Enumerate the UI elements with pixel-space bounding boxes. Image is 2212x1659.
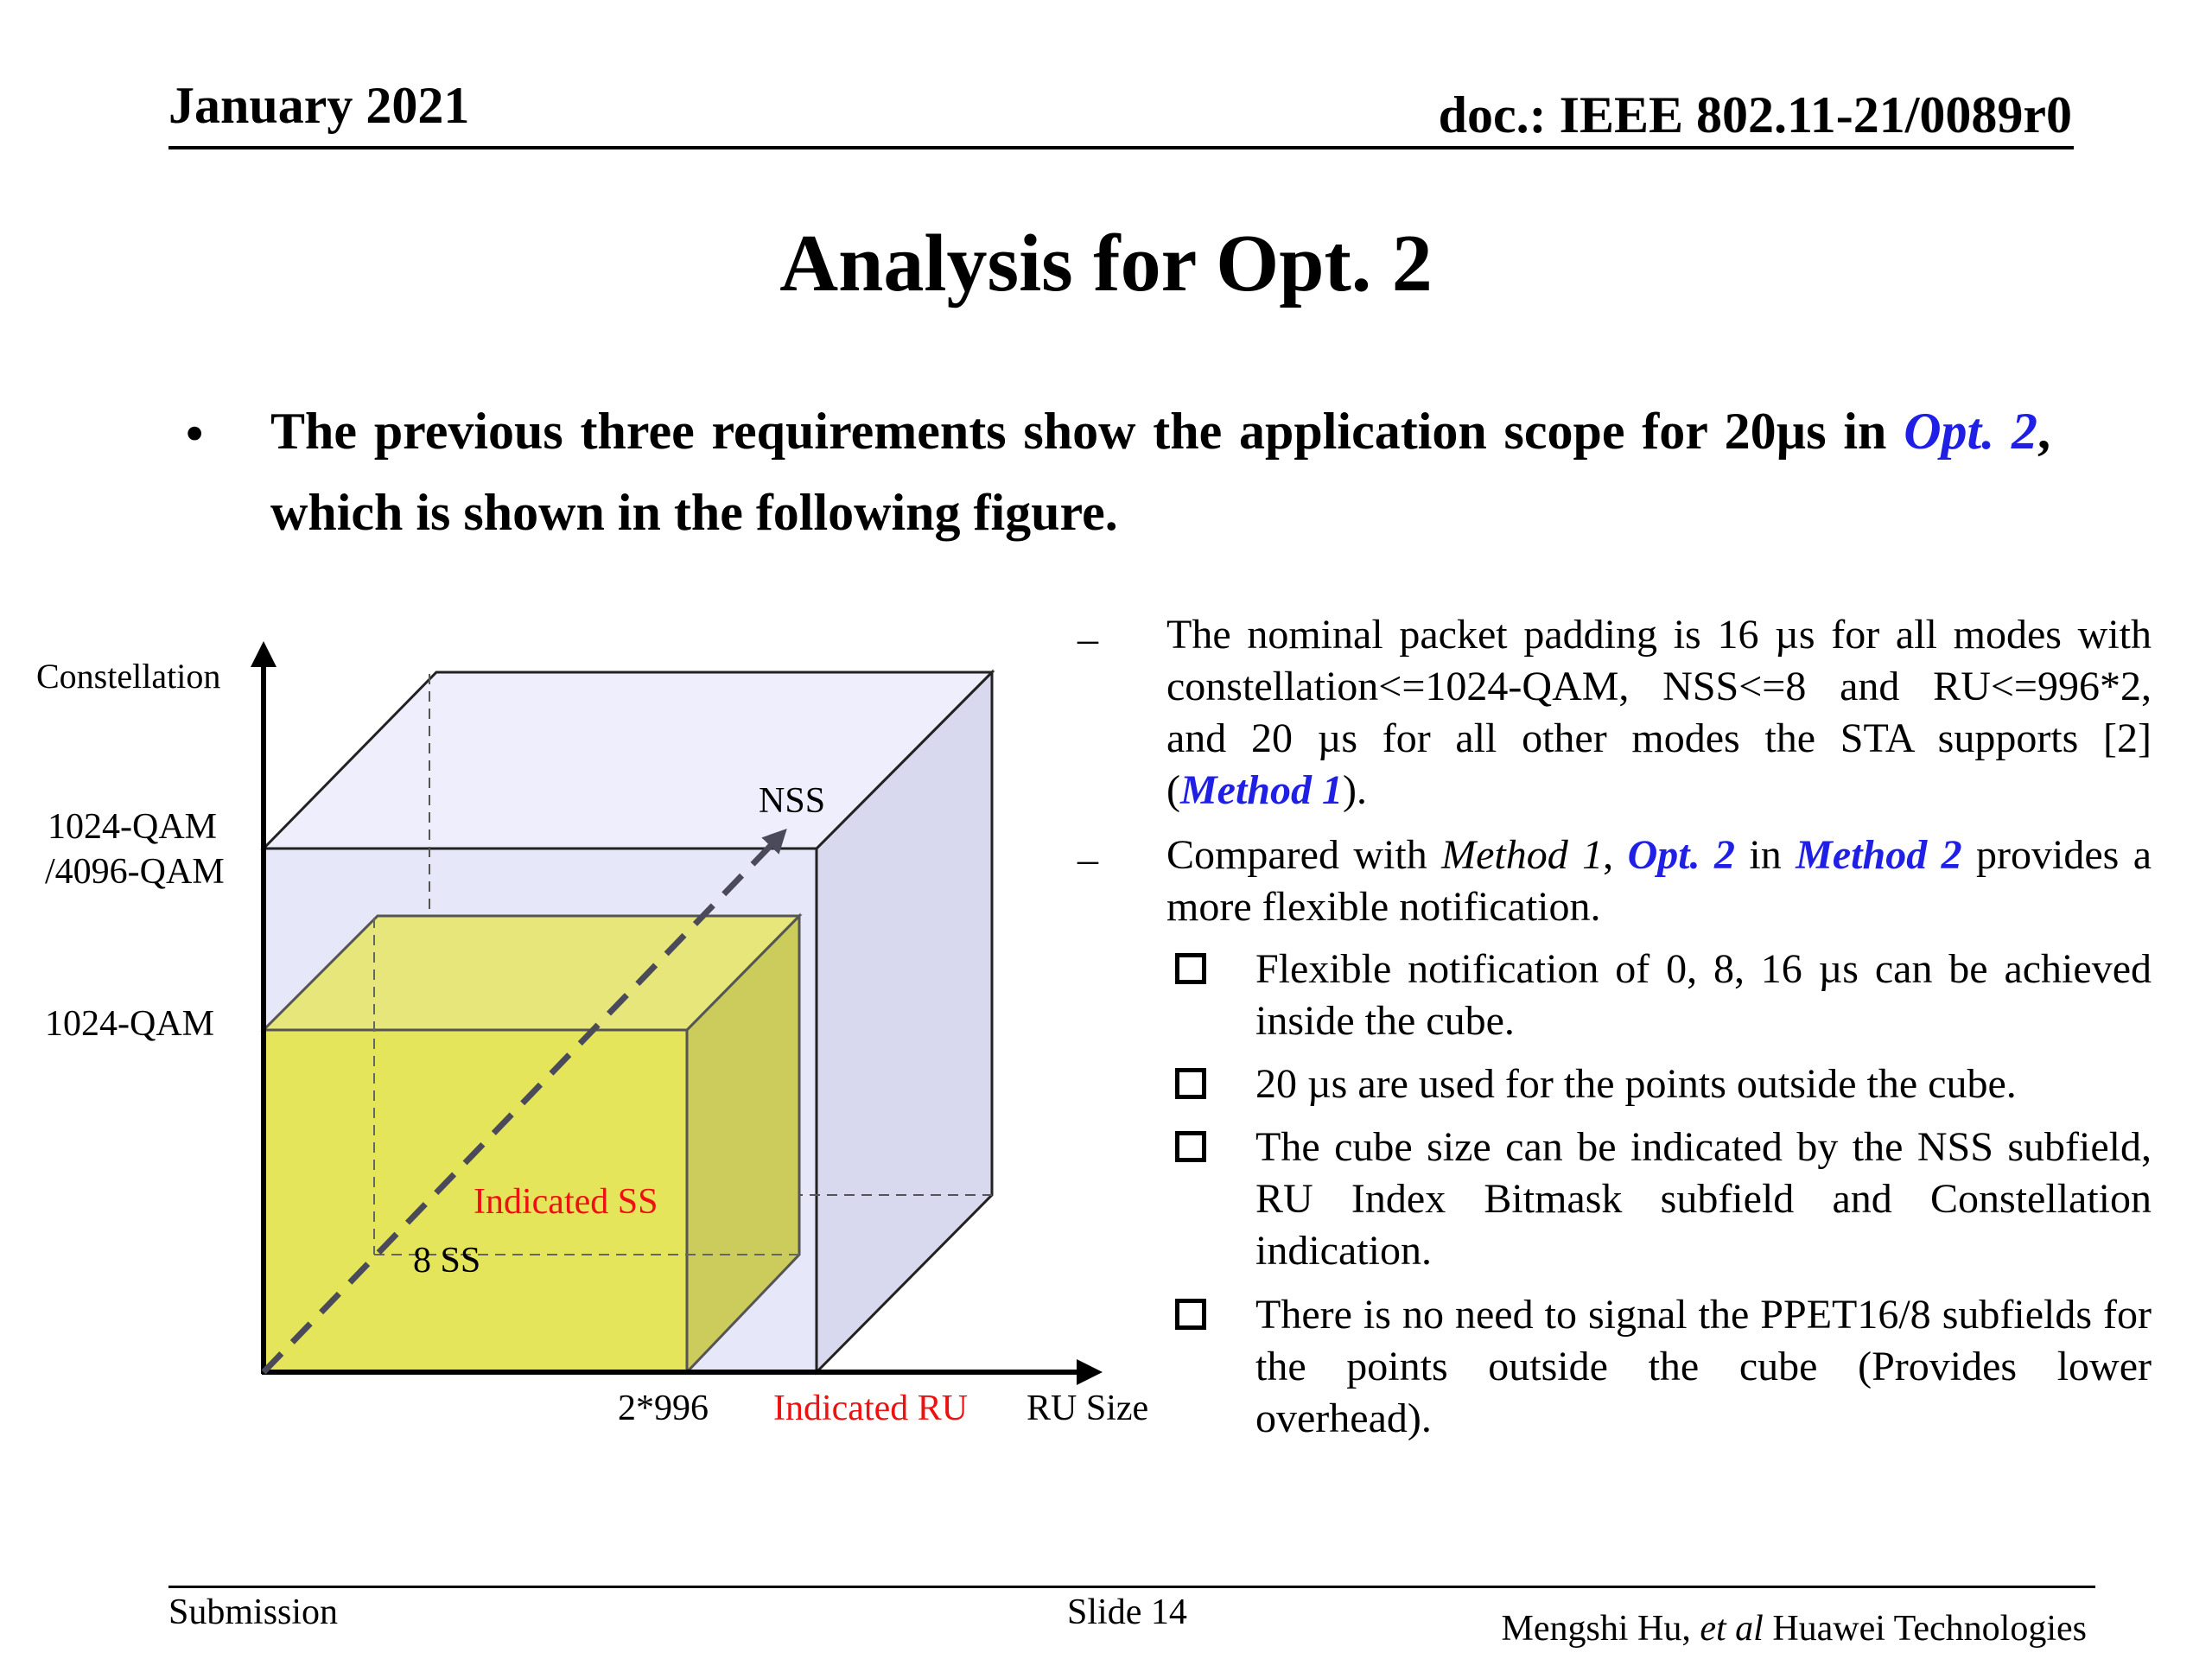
header-doc-id: doc.: IEEE 802.11-21/0089r0 bbox=[1438, 86, 2072, 143]
footer-org: Huawei Technologies bbox=[1763, 1609, 2087, 1649]
footer-author bbox=[1501, 1609, 2087, 1649]
box-item-3: The cube size can be indicated by the NSS subfield, RU Index Bitmask subfield and Constellation indication. bbox=[1255, 1124, 2152, 1274]
checkbox-square-icon bbox=[1175, 1131, 1206, 1162]
main-bullet-part-2: , which is shown in the following figure. bbox=[270, 403, 2051, 541]
footer-rule bbox=[168, 1586, 2095, 1588]
sub-bullet-2-text: Compared with bbox=[1166, 832, 1442, 878]
sub-bullet-2-in: in bbox=[1735, 832, 1796, 878]
main-bullet-text bbox=[270, 391, 2050, 553]
y-axis-label: Constellation bbox=[36, 657, 221, 696]
footer-slide-number: Slide 14 bbox=[1067, 1592, 1187, 1632]
opt2-highlight-2: Opt. 2 bbox=[1627, 832, 1735, 878]
x-tick-label-2x996: 2*996 bbox=[618, 1389, 709, 1428]
x-tick-label-indicated-ru: Indicated RU bbox=[773, 1389, 969, 1428]
sub-bullet-1 bbox=[1166, 609, 2152, 817]
y-tick-label-top-1: 1024-QAM bbox=[48, 807, 217, 847]
sub-bullet-dash-1: – bbox=[1077, 616, 1098, 662]
y-tick-label-mid: 1024-QAM bbox=[45, 1004, 214, 1044]
checkbox-square-icon bbox=[1175, 1068, 1206, 1099]
box-item-4: There is no need to signal the PPET16/8 subfields for the points outside the cube (Provides lower overhead). bbox=[1255, 1292, 2152, 1441]
footer-author-name: Mengshi Hu, bbox=[1501, 1609, 1691, 1649]
sub-bullet-dash-2: – bbox=[1077, 836, 1098, 882]
sub-bullet-2-end: provides a more flexible notification. bbox=[1166, 832, 2152, 930]
sub-bullet-2-comma: , bbox=[1603, 832, 1628, 878]
indicated-ss-label: Indicated SS bbox=[474, 1182, 658, 1222]
header-rule bbox=[168, 146, 2074, 149]
cube-figure bbox=[0, 605, 1175, 1469]
checkbox-square-icon bbox=[1175, 1299, 1206, 1330]
box-item-1: Flexible notification of 0, 8, 16 µs can be achieved inside the cube. bbox=[1255, 946, 2152, 1044]
header-date: January 2021 bbox=[168, 77, 470, 134]
box-item-2: 20 µs are used for the points outside the cube. bbox=[1255, 1061, 2017, 1107]
sub-bullet-1-text: The nominal packet padding is 16 µs for all modes with constellation<=1024-QAM, NSS<=8 and RU<=996*2, and 20 µs for all other modes the STA supports [2] ( bbox=[1166, 612, 2152, 813]
y-tick-label-top-2: /4096-QAM bbox=[45, 852, 225, 892]
bullet-dot: • bbox=[186, 405, 204, 461]
nss-label: NSS bbox=[759, 781, 826, 821]
main-bullet-part-1: The previous three requirements show the application scope for 20µs in bbox=[270, 403, 1904, 460]
method-1-italic: Method 1 bbox=[1441, 832, 1604, 878]
method-2-highlight: Method 2 bbox=[1796, 832, 1962, 878]
footer-submission: Submission bbox=[168, 1592, 339, 1632]
opt2-highlight: Opt. 2 bbox=[1904, 403, 2038, 460]
eight-ss-label: 8 SS bbox=[413, 1241, 481, 1281]
method-1-highlight: Method 1 bbox=[1179, 767, 1343, 813]
checkbox-square-icon bbox=[1175, 953, 1206, 984]
footer-etal: et al bbox=[1700, 1609, 1764, 1649]
sub-bullet-2 bbox=[1166, 830, 2152, 933]
slide-title: Analysis for Opt. 2 bbox=[779, 219, 1433, 308]
sub-bullet-1-end: ). bbox=[1343, 767, 1367, 813]
x-axis-label: RU Size bbox=[1027, 1389, 1149, 1428]
